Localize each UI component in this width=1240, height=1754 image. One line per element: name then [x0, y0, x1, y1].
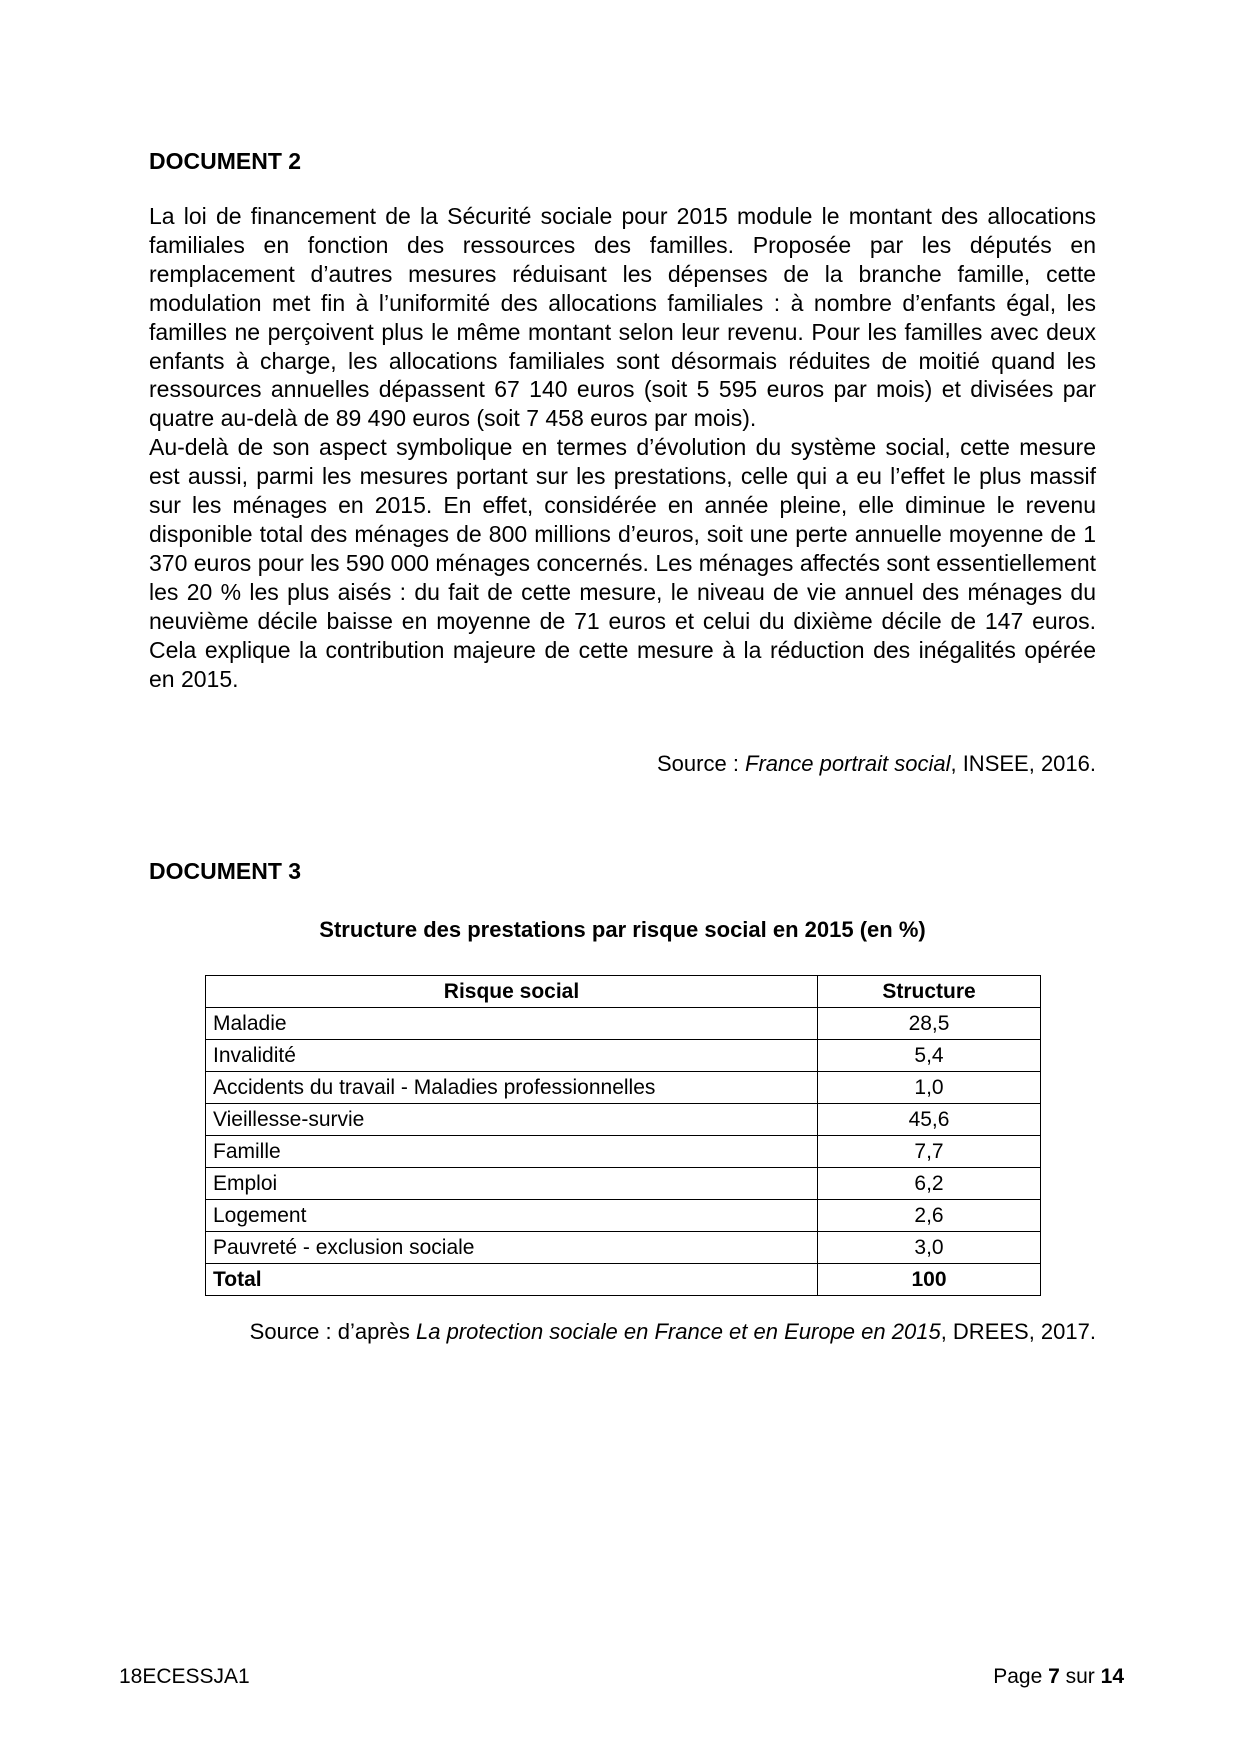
table-row [206, 1008, 1041, 1040]
structure-value: 5,4 [818, 1040, 1041, 1072]
risk-structure-table [205, 975, 1041, 1296]
total-label: Total [206, 1264, 818, 1296]
document-3-heading: DOCUMENT 3 [149, 858, 302, 884]
structure-value: 2,6 [818, 1200, 1041, 1232]
structure-value: 6,2 [818, 1168, 1041, 1200]
page-total: 14 [1100, 1665, 1124, 1688]
page-middle: sur [1059, 1665, 1101, 1688]
risk-label: Vieillesse-survie [206, 1104, 818, 1136]
table-row [206, 1232, 1041, 1264]
risk-label: Emploi [206, 1168, 818, 1200]
document-2-body [149, 202, 1096, 693]
document-2-source-suffix: , INSEE, 2016. [950, 751, 1096, 776]
document-2-source-prefix: Source : [657, 751, 746, 776]
table-row [206, 1104, 1041, 1136]
document-2-paragraph-1: La loi de financement de la Sécurité sociale pour 2015 module le montant des allocations familiales en fonction des ressources des familles. Proposée par les députés en remplacement d’autres mesures réduisant les dépenses de la branche famille, cette modulation met fin à l’uniformité des allocations familiales : à nombre d’enfants égal, les familles ne perçoivent plus le même montant selon leur revenu. Pour les familles avec deux enfants à charge, les allocations familiales sont désormais réduites de moitié quand les ressources annuelles dépassent 67 140 euros (soit 5 595 euros par mois) et divisées par quatre au-delà de 89 490 euros (soit 7 458 euros par mois). [149, 203, 1096, 432]
document-2-source [657, 750, 1096, 778]
risk-label: Famille [206, 1136, 818, 1168]
document-3-section [149, 857, 1096, 885]
table-title: Structure des prestations par risque social en 2015 (en %) [319, 917, 926, 942]
structure-value: 7,7 [818, 1136, 1041, 1168]
table-row [206, 1136, 1041, 1168]
page-prefix: Page [993, 1665, 1049, 1688]
document-3-source-prefix: Source : d’après [249, 1319, 416, 1344]
column-header-risk: Risque social [206, 976, 818, 1008]
table-row [206, 1168, 1041, 1200]
structure-value: 3,0 [818, 1232, 1041, 1264]
total-value: 100 [818, 1264, 1041, 1296]
page-number [993, 1663, 1124, 1691]
risk-label: Pauvreté - exclusion sociale [206, 1232, 818, 1264]
document-2-paragraph-2: Au-delà de son aspect symbolique en termes d’évolution du système social, cette mesure est aussi, parmi les mesures portant sur les prestations, celle qui a eu l’effet le plus massif sur les ménages en 2015. En effet, considérée en année pleine, elle diminue le revenu disponible total des ménages de 800 millions d’euros, soit une perte annuelle moyenne de 1 370 euros pour les 590 000 ménages concernés. Les ménages affectés sont essentiellement les 20 % les plus aisés : du fait de cette mesure, le niveau de vie annuel des ménages du neuvième décile baisse en moyenne de 71 euros et celui du dixième décile de 147 euros. Cela explique la contribution majeure de cette mesure à la réduction des inégalités opérée en 2015. [149, 434, 1097, 692]
structure-value: 28,5 [818, 1008, 1041, 1040]
risk-label: Logement [206, 1200, 818, 1232]
document-3-source [250, 1318, 1096, 1346]
table-row [206, 1040, 1041, 1072]
document-3-source-suffix: , DREES, 2017. [940, 1319, 1096, 1344]
page-current: 7 [1048, 1665, 1060, 1688]
table-total-row [206, 1264, 1041, 1296]
risk-label: Maladie [206, 1008, 818, 1040]
risk-label: Invalidité [206, 1040, 818, 1072]
structure-value: 45,6 [818, 1104, 1041, 1136]
document-2-source-title: France portrait social [745, 751, 951, 776]
risk-label: Accidents du travail - Maladies professionnelles [206, 1072, 818, 1104]
structure-value: 1,0 [818, 1072, 1041, 1104]
document-2-section [149, 147, 1096, 175]
table-row [206, 1072, 1041, 1104]
table-header-row [206, 976, 1041, 1008]
document-2-heading: DOCUMENT 2 [149, 148, 302, 174]
footer-code: 18ECESSJA1 [119, 1665, 250, 1688]
document-3-source-title: La protection sociale en France et en Europe en 2015 [415, 1319, 941, 1344]
column-header-structure: Structure [818, 976, 1041, 1008]
table-row [206, 1200, 1041, 1232]
